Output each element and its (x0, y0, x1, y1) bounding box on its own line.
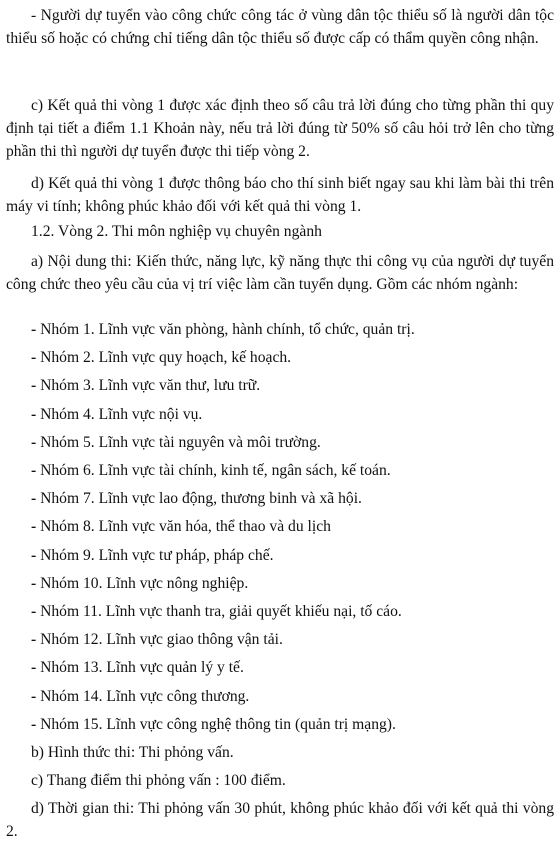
list-item: - Nhóm 13. Lĩnh vực quản lý y tế. (31, 659, 244, 677)
list-item: - Nhóm 11. Lĩnh vực thanh tra, giải quyết khiếu nại, tố cáo. (31, 603, 402, 620)
list-item: - Nhóm 9. Lĩnh vực tư pháp, pháp chế. (31, 546, 274, 564)
list-item: - Nhóm 10. Lĩnh vực nông nghiệp. (31, 574, 249, 592)
list-item: - Nhóm 8. Lĩnh vực văn hóa, thể thao và du lịch (31, 518, 331, 536)
paragraph-interview-scale: c) Thang điểm thi phỏng vấn : 100 điểm. (31, 772, 286, 790)
section-heading-round2: 1.2. Vòng 2. Thi môn nghiệp vụ chuyên ngành (31, 223, 322, 240)
list-item: - Nhóm 6. Lĩnh vực tài chính, kinh tế, ngân sách, kế toán. (31, 462, 391, 479)
list-item: - Nhóm 7. Lĩnh vực lao động, thương binh và xã hội. (31, 490, 362, 508)
list-item: - Nhóm 4. Lĩnh vực nội vụ. (31, 405, 203, 423)
paragraph-round1-result: c) Kết quả thi vòng 1 được xác định theo số câu trả lời đúng cho từng phần thi quy định tại tiết a điểm 1.1 Khoản này, nếu trả lời đúng từ 50% số câu hỏi trở lên cho từng phần thi thì người dự tuyển được thi tiếp vòng 2. (6, 97, 554, 160)
paragraph-interview-format: b) Hình thức thi: Thi phỏng vấn. (31, 744, 234, 761)
list-item: - Nhóm 2. Lĩnh vực quy hoạch, kế hoạch. (31, 349, 292, 367)
list-item: - Nhóm 1. Lĩnh vực văn phòng, hành chính, tổ chức, quản trị. (31, 321, 415, 338)
list-item: - Nhóm 3. Lĩnh vực văn thư, lưu trữ. (31, 377, 261, 395)
list-item: - Nhóm 14. Lĩnh vực công thương. (31, 687, 250, 705)
list-item: - Nhóm 15. Lĩnh vực công nghệ thông tin (quản trị mạng). (31, 715, 396, 733)
paragraph-interview-duration: d) Thời gian thi: Thi phỏng vấn 30 phút, không phúc khảo đối với kết quả thi vòng 2. (6, 800, 554, 841)
list-item: - Nhóm 12. Lĩnh vực giao thông vận tải. (31, 631, 283, 649)
paragraph-ethnic-minority-requirement: - Người dự tuyển vào công chức công tác ở vùng dân tộc thiểu số là người dân tộc thiểu số hoặc có chứng chỉ tiếng dân tộc thiểu số được cấp có thẩm quyền công nhận. (6, 7, 554, 47)
paragraph-round2-content: a) Nội dung thi: Kiến thức, năng lực, kỹ năng thực thi công vụ của người dự tuyển công chức theo yêu cầu của vị trí việc làm cần tuyển dụng. Gồm các nhóm ngành: (6, 253, 554, 293)
list-item: - Nhóm 5. Lĩnh vực tài nguyên và môi trường. (31, 433, 321, 451)
paragraph-round1-notification: d) Kết quả thi vòng 1 được thông báo cho thí sinh biết ngay sau khi làm bài thi trên máy vi tính; không phúc khảo đối với kết quả thi vòng 1. (6, 175, 554, 215)
